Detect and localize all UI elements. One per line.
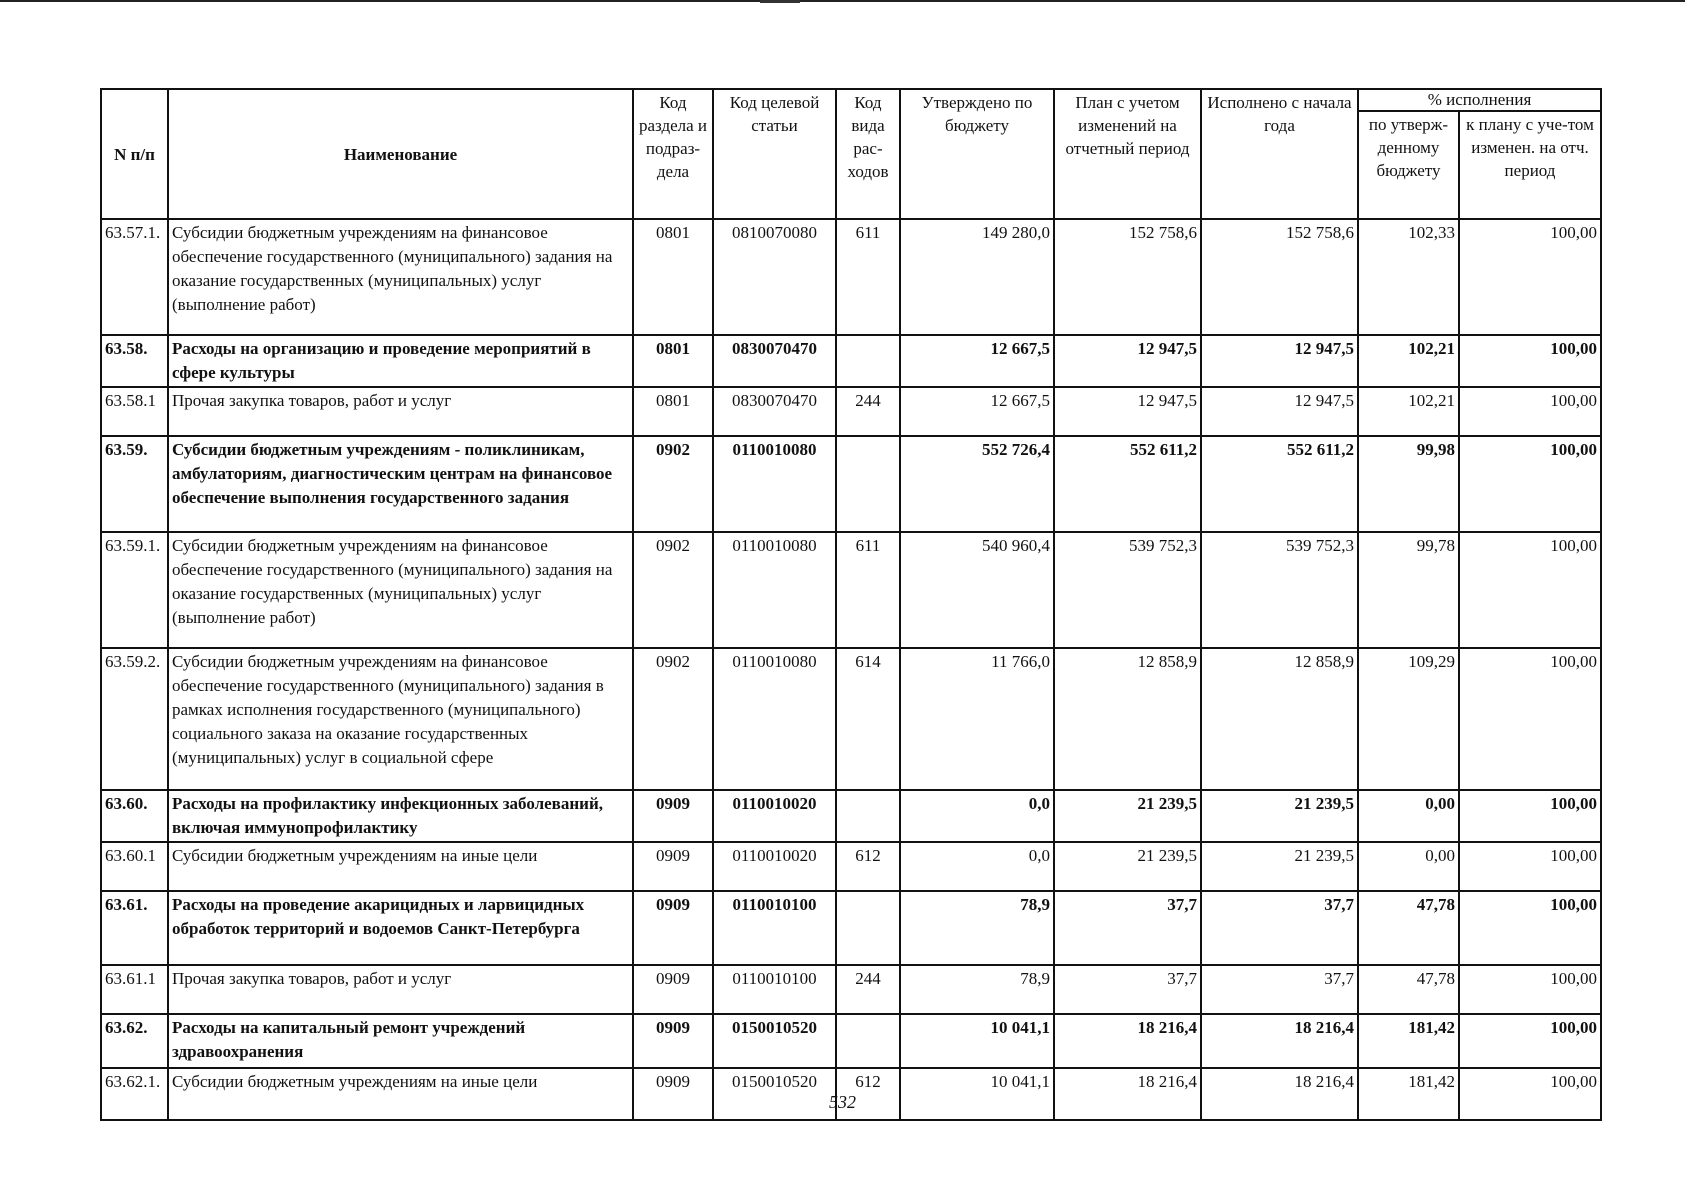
row-approved-budget: 0,0 bbox=[900, 842, 1054, 891]
row-pct-plan: 100,00 bbox=[1459, 436, 1601, 532]
row-celevaya-code: 0830070470 bbox=[713, 335, 836, 387]
row-pct-budget: 102,21 bbox=[1358, 387, 1459, 436]
row-vid-code: 611 bbox=[836, 532, 900, 648]
row-razdel-code: 0909 bbox=[633, 965, 713, 1014]
row-name: Расходы на профилактику инфекционных заболеваний, включая иммунопрофилактику bbox=[168, 790, 633, 842]
row-approved-budget: 552 726,4 bbox=[900, 436, 1054, 532]
col-header-pct-budget: по утверж-денному бюджету bbox=[1358, 111, 1459, 219]
row-celevaya-code: 0110010080 bbox=[713, 532, 836, 648]
scan-edge bbox=[0, 0, 1685, 2]
row-pct-budget: 109,29 bbox=[1358, 648, 1459, 790]
table-row bbox=[101, 1014, 1601, 1068]
row-plan: 552 611,2 bbox=[1054, 436, 1201, 532]
row-approved-budget: 12 667,5 bbox=[900, 335, 1054, 387]
row-name: Субсидии бюджетным учреждениям на иные цели bbox=[168, 1068, 633, 1120]
row-pct-plan: 100,00 bbox=[1459, 387, 1601, 436]
row-name: Расходы на проведение акарицидных и ларвицидных обработок территорий и водоемов Санкт-Петербурга bbox=[168, 891, 633, 965]
table-row bbox=[101, 790, 1601, 842]
row-vid-code bbox=[836, 436, 900, 532]
row-pct-budget: 99,98 bbox=[1358, 436, 1459, 532]
row-vid-code bbox=[836, 790, 900, 842]
row-pct-plan: 100,00 bbox=[1459, 219, 1601, 335]
row-vid-code: 244 bbox=[836, 965, 900, 1014]
row-number: 63.59. bbox=[101, 436, 168, 532]
table-row bbox=[101, 965, 1601, 1014]
row-plan: 539 752,3 bbox=[1054, 532, 1201, 648]
header-row bbox=[101, 89, 1601, 111]
table-row bbox=[101, 648, 1601, 790]
col-header-pct-plan: к плану с уче-том изменен. на отч. период bbox=[1459, 111, 1601, 219]
row-razdel-code: 0902 bbox=[633, 532, 713, 648]
row-approved-budget: 540 960,4 bbox=[900, 532, 1054, 648]
row-plan: 18 216,4 bbox=[1054, 1014, 1201, 1068]
row-executed: 37,7 bbox=[1201, 965, 1358, 1014]
row-approved-budget: 0,0 bbox=[900, 790, 1054, 842]
row-name: Субсидии бюджетным учреждениям - поликлиникам, амбулаториям, диагностическим центрам на финансовое обеспечение выполнения государственного задания bbox=[168, 436, 633, 532]
row-name: Прочая закупка товаров, работ и услуг bbox=[168, 387, 633, 436]
row-pct-budget: 47,78 bbox=[1358, 965, 1459, 1014]
budget-table bbox=[100, 88, 1602, 1121]
row-pct-plan: 100,00 bbox=[1459, 891, 1601, 965]
row-plan: 152 758,6 bbox=[1054, 219, 1201, 335]
row-vid-code: 611 bbox=[836, 219, 900, 335]
page-number: 532 bbox=[829, 1092, 856, 1112]
row-plan: 21 239,5 bbox=[1054, 790, 1201, 842]
row-approved-budget: 78,9 bbox=[900, 891, 1054, 965]
row-executed: 37,7 bbox=[1201, 891, 1358, 965]
row-name: Расходы на организацию и проведение мероприятий в сфере культуры bbox=[168, 335, 633, 387]
row-number: 63.57.1. bbox=[101, 219, 168, 335]
row-number: 63.58.1 bbox=[101, 387, 168, 436]
row-vid-code: 244 bbox=[836, 387, 900, 436]
row-pct-budget: 47,78 bbox=[1358, 891, 1459, 965]
row-pct-plan: 100,00 bbox=[1459, 842, 1601, 891]
row-razdel-code: 0902 bbox=[633, 436, 713, 532]
row-approved-budget: 149 280,0 bbox=[900, 219, 1054, 335]
row-pct-budget: 102,33 bbox=[1358, 219, 1459, 335]
row-vid-code: 612 bbox=[836, 1068, 900, 1120]
row-pct-plan: 100,00 bbox=[1459, 1014, 1601, 1068]
row-number: 63.60.1 bbox=[101, 842, 168, 891]
row-celevaya-code: 0110010100 bbox=[713, 965, 836, 1014]
row-pct-plan: 100,00 bbox=[1459, 648, 1601, 790]
row-executed: 152 758,6 bbox=[1201, 219, 1358, 335]
row-razdel-code: 0909 bbox=[633, 891, 713, 965]
row-name: Расходы на капитальный ремонт учреждений здравоохранения bbox=[168, 1014, 633, 1068]
table-row bbox=[101, 891, 1601, 965]
row-approved-budget: 12 667,5 bbox=[900, 387, 1054, 436]
scan-mark bbox=[760, 0, 800, 3]
col-header-name: Наименование bbox=[168, 89, 633, 219]
col-header-ispolneno: Исполнено с начала года bbox=[1201, 89, 1358, 219]
row-celevaya-code: 0150010520 bbox=[713, 1068, 836, 1120]
table-row bbox=[101, 335, 1601, 387]
row-plan: 12 947,5 bbox=[1054, 335, 1201, 387]
table-row bbox=[101, 387, 1601, 436]
row-razdel-code: 0909 bbox=[633, 1014, 713, 1068]
row-pct-plan: 100,00 bbox=[1459, 335, 1601, 387]
row-number: 63.58. bbox=[101, 335, 168, 387]
row-number: 63.59.1. bbox=[101, 532, 168, 648]
row-approved-budget: 11 766,0 bbox=[900, 648, 1054, 790]
row-number: 63.61. bbox=[101, 891, 168, 965]
col-header-razdel: Код раздела и подраз-дела bbox=[633, 89, 713, 219]
row-approved-budget: 78,9 bbox=[900, 965, 1054, 1014]
row-celevaya-code: 0110010080 bbox=[713, 648, 836, 790]
row-plan: 18 216,4 bbox=[1054, 1068, 1201, 1120]
row-plan: 37,7 bbox=[1054, 965, 1201, 1014]
row-plan: 12 947,5 bbox=[1054, 387, 1201, 436]
table-row bbox=[101, 532, 1601, 648]
table-row bbox=[101, 436, 1601, 532]
row-number: 63.62. bbox=[101, 1014, 168, 1068]
row-plan: 21 239,5 bbox=[1054, 842, 1201, 891]
row-pct-plan: 100,00 bbox=[1459, 1068, 1601, 1120]
row-vid-code bbox=[836, 891, 900, 965]
col-header-vid: Код вида рас-ходов bbox=[836, 89, 900, 219]
col-header-utverzhdeno: Утверждено по бюджету bbox=[900, 89, 1054, 219]
row-pct-plan: 100,00 bbox=[1459, 790, 1601, 842]
row-approved-budget: 10 041,1 bbox=[900, 1068, 1054, 1120]
row-name: Субсидии бюджетным учреждениям на финансовое обеспечение государственного (муниципального) задания в рамках исполнения государственного (муниципального) социального заказа на оказание государственных (муниципальных) услуг в социальной сфере bbox=[168, 648, 633, 790]
table-body bbox=[101, 219, 1601, 1120]
col-header-pct-group: % исполнения bbox=[1358, 89, 1601, 111]
row-executed: 552 611,2 bbox=[1201, 436, 1358, 532]
col-header-plan: План с учетом изменений на отчетный период bbox=[1054, 89, 1201, 219]
row-pct-budget: 99,78 bbox=[1358, 532, 1459, 648]
row-number: 63.60. bbox=[101, 790, 168, 842]
row-pct-budget: 181,42 bbox=[1358, 1068, 1459, 1120]
row-pct-budget: 0,00 bbox=[1358, 790, 1459, 842]
row-celevaya-code: 0830070470 bbox=[713, 387, 836, 436]
row-celevaya-code: 0110010020 bbox=[713, 842, 836, 891]
row-razdel-code: 0902 bbox=[633, 648, 713, 790]
row-celevaya-code: 0110010020 bbox=[713, 790, 836, 842]
col-header-celevaya: Код целевой статьи bbox=[713, 89, 836, 219]
row-name: Прочая закупка товаров, работ и услуг bbox=[168, 965, 633, 1014]
row-name: Субсидии бюджетным учреждениям на финансовое обеспечение государственного (муниципального) задания на оказание государственных (муниципальных) услуг (выполнение работ) bbox=[168, 532, 633, 648]
row-razdel-code: 0909 bbox=[633, 1068, 713, 1120]
row-celevaya-code: 0110010080 bbox=[713, 436, 836, 532]
row-vid-code bbox=[836, 335, 900, 387]
row-celevaya-code: 0150010520 bbox=[713, 1014, 836, 1068]
row-razdel-code: 0909 bbox=[633, 790, 713, 842]
row-executed: 18 216,4 bbox=[1201, 1014, 1358, 1068]
row-razdel-code: 0801 bbox=[633, 219, 713, 335]
row-pct-budget: 102,21 bbox=[1358, 335, 1459, 387]
row-executed: 21 239,5 bbox=[1201, 842, 1358, 891]
table-row bbox=[101, 842, 1601, 891]
row-executed: 539 752,3 bbox=[1201, 532, 1358, 648]
row-name: Субсидии бюджетным учреждениям на финансовое обеспечение государственного (муниципального) задания на оказание государственных (муниципальных) услуг (выполнение работ) bbox=[168, 219, 633, 335]
row-number: 63.62.1. bbox=[101, 1068, 168, 1120]
row-pct-plan: 100,00 bbox=[1459, 965, 1601, 1014]
row-plan: 37,7 bbox=[1054, 891, 1201, 965]
row-razdel-code: 0801 bbox=[633, 387, 713, 436]
row-pct-plan: 100,00 bbox=[1459, 532, 1601, 648]
row-celevaya-code: 0810070080 bbox=[713, 219, 836, 335]
row-executed: 18 216,4 bbox=[1201, 1068, 1358, 1120]
row-vid-code: 612 bbox=[836, 842, 900, 891]
row-executed: 12 947,5 bbox=[1201, 335, 1358, 387]
row-pct-budget: 0,00 bbox=[1358, 842, 1459, 891]
row-approved-budget: 10 041,1 bbox=[900, 1014, 1054, 1068]
table-header bbox=[101, 89, 1601, 219]
row-razdel-code: 0909 bbox=[633, 842, 713, 891]
row-name: Субсидии бюджетным учреждениям на иные цели bbox=[168, 842, 633, 891]
row-vid-code bbox=[836, 1014, 900, 1068]
row-vid-code: 614 bbox=[836, 648, 900, 790]
table-row bbox=[101, 219, 1601, 335]
row-pct-budget: 181,42 bbox=[1358, 1014, 1459, 1068]
row-executed: 12 947,5 bbox=[1201, 387, 1358, 436]
row-celevaya-code: 0110010100 bbox=[713, 891, 836, 965]
row-plan: 12 858,9 bbox=[1054, 648, 1201, 790]
row-executed: 21 239,5 bbox=[1201, 790, 1358, 842]
row-number: 63.61.1 bbox=[101, 965, 168, 1014]
col-header-np: N п/п bbox=[101, 89, 168, 219]
row-executed: 12 858,9 bbox=[1201, 648, 1358, 790]
row-razdel-code: 0801 bbox=[633, 335, 713, 387]
row-number: 63.59.2. bbox=[101, 648, 168, 790]
